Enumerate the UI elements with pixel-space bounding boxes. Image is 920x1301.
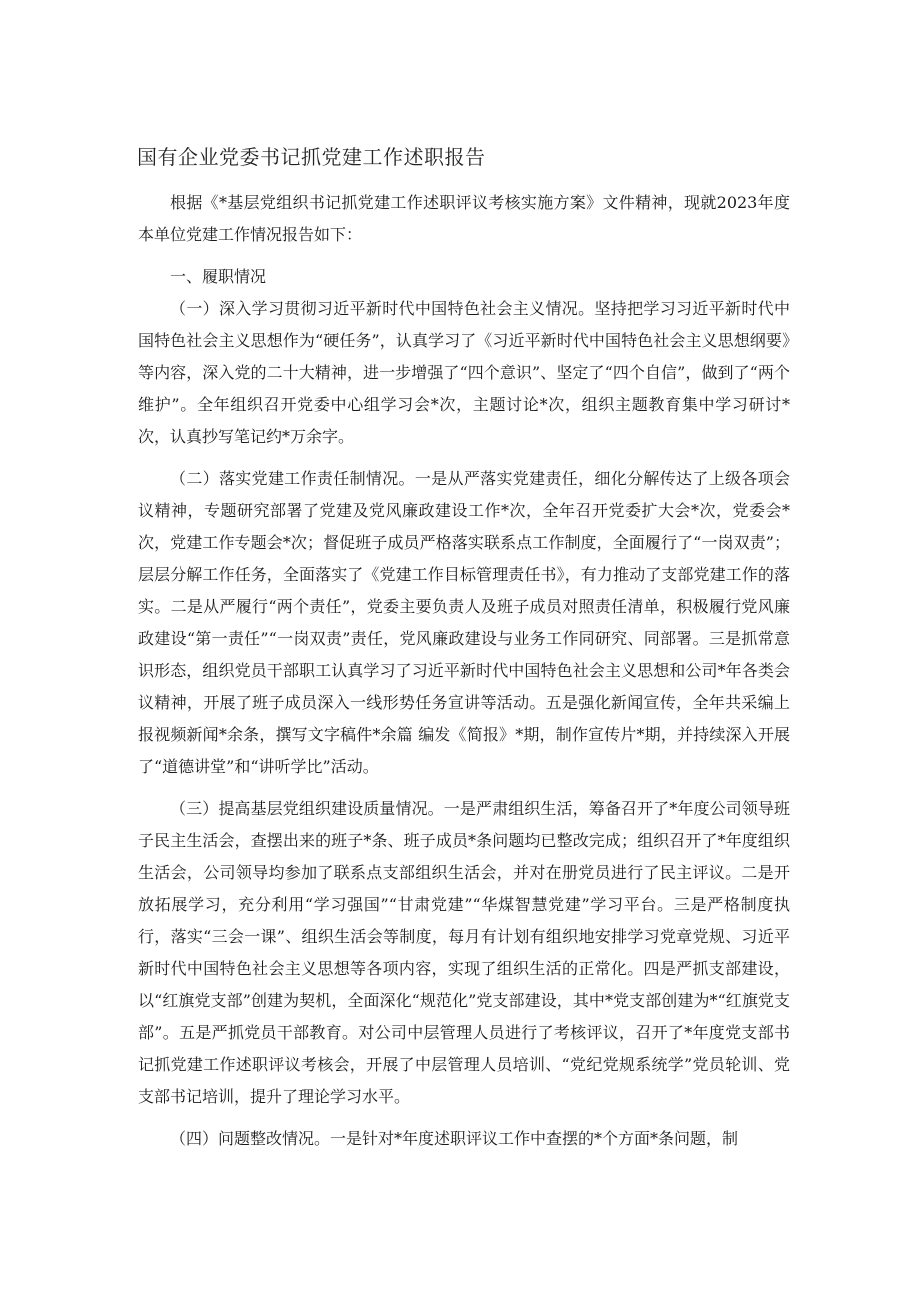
- section-heading-duties: 一、履职情况: [170, 267, 267, 286]
- paragraph-organization: （三）提高基层党组织建设质量情况。一是严肃组织生活，筹备召开了*年度公司领导班子民主生活会，查摆出来的班子*条、班子成员*条问题均已整改完成；组织召开了*年度组织生活会，公司领导均参加了联系点支部组织生活会，并对在册党员进行了民主评议。二是开放拓展学习，充分利用“学习强国”“甘肃党建”“华煤智慧党建”学习平台。三是严格制度执行，落实“三会一课”、组织生活会等制度，每月有计划有组织地安排学习党章党规、习近平新时代中国特色社会主义思想等各项内容，实现了组织生活的正常化。四是严抓支部建设，以“红旗党支部”创建为契机，全面深化“规范化”党支部建设，其中*党支部创建为*“红旗党支部”。五是严抓党员干部教育。对公司中层管理人员进行了考核评议，召开了*年度党支部书记抓党建工作述职评议考核会，开展了中层管理人员培训、“党纪党规系统学”党员轮训、党支部书记培训，提升了理论学习水平。: [138, 799, 790, 1106]
- paragraph-study: （一）深入学习贯彻习近平新时代中国特色社会主义情况。坚持把学习习近平新时代中国特色社会主义思想作为“硬任务”，认真学习了《习近平新时代中国特色社会主义思想纲要》等内容，深入党的二十大精神，进一步增强了“四个意识”、坚定了“四个自信”，做到了“两个维护”。全年组织召开党委中心组学习会*次，主题讨论*次，组织主题教育集中学习研讨*次，认真抄写笔记约*万余字。: [138, 299, 790, 446]
- document-title: 国有企业党委书记抓党建工作述职报告: [137, 145, 486, 169]
- document-body: [138, 187, 790, 1155]
- paragraph-rectification: （四）问题整改情况。一是针对*年度述职评议工作中查摆的*个方面*条问题，制: [170, 1129, 739, 1148]
- intro-paragraph: 根据《*基层党组织书记抓党建工作述职评议考核实施方案》文件精神，现就2023年度本单位党建工作情况报告如下：: [138, 193, 790, 244]
- paragraph-responsibility: （二）落实党建工作责任制情况。一是从严落实党建责任，细化分解传达了上级各项会议精神，专题研究部署了党建及党风廉政建设工作*次，全年召开党委扩大会*次，党委会*次，党建工作专题会*次；督促班子成员严格落实联系点工作制度，全面履行了“一岗双责”；层层分解工作任务，全面落实了《党建工作目标管理责任书》，有力推动了支部党建工作的落实。二是从严履行“两个责任”，党委主要负责人及班子成员对照责任清单，积极履行党风廉政建设“第一责任”“一岗双责”责任，党风廉政建设与业务工作同研究、同部署。三是抓常意识形态，组织党员干部职工认真学习了习近平新时代中国特色社会主义思想和公司*年各类会议精神，开展了班子成员深入一线形势任务宣讲等活动。五是强化新闻宣传，全年共采编上报视频新闻*余条，撰写文字稿件*余篇 编发《简报》*期，制作宣传片*期，并持续深入开展了“道德讲堂”和“讲听学比”活动。: [138, 469, 790, 776]
